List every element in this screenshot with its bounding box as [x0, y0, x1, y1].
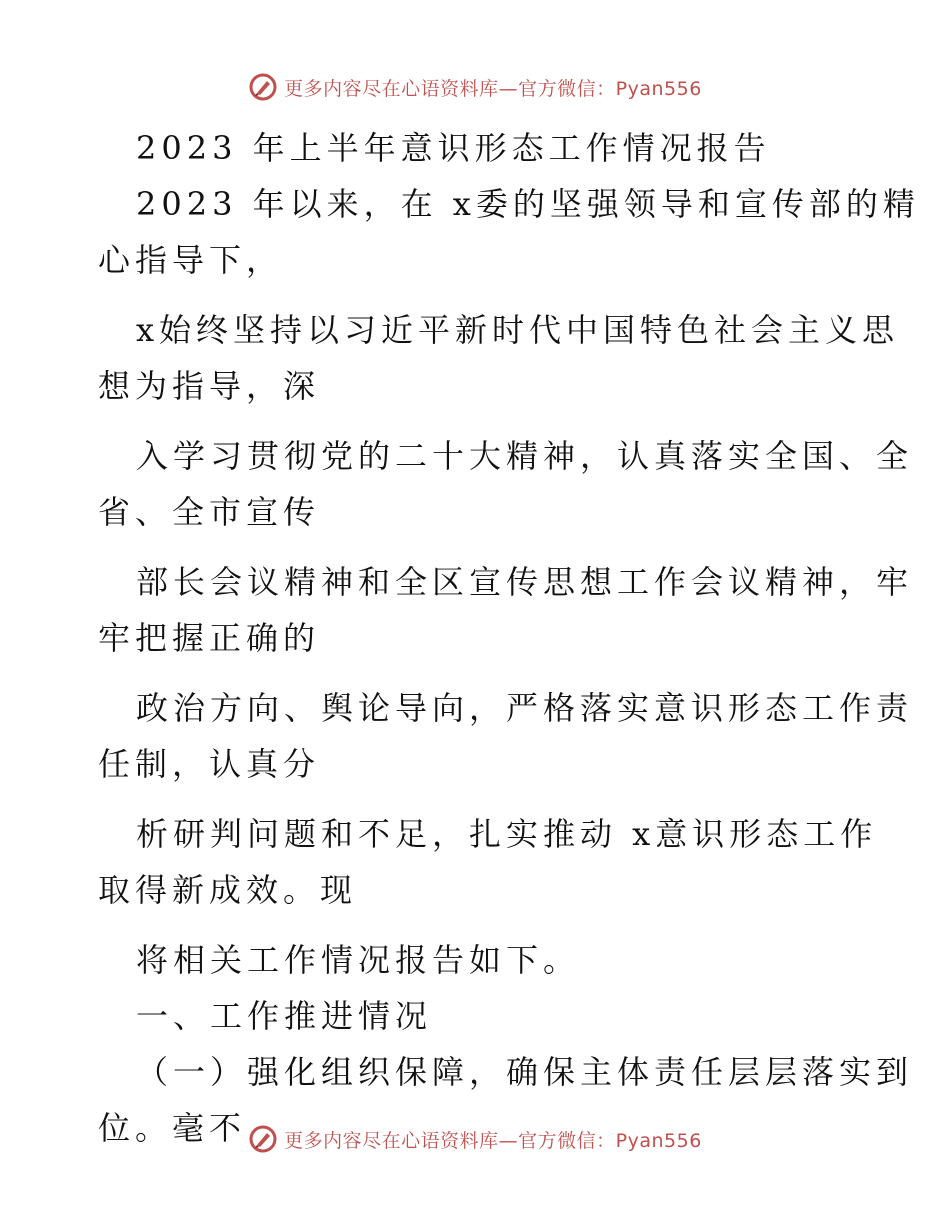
paragraph-line: 牢把握正确的 — [98, 619, 321, 657]
paragraph-line: 政治方向、舆论导向，严格落实意识形态工作责 — [136, 689, 914, 727]
paragraph-line: 部长会议精神和全区宣传思想工作会议精神，牢 — [136, 563, 914, 601]
watermark-banner-top — [0, 72, 950, 102]
paragraph-line: 入学习贯彻党的二十大精神，认真落实全国、全 — [136, 437, 914, 475]
paragraph-line: 想为指导，深 — [98, 367, 321, 405]
paragraph-line: 2023 年以来，在 x委的坚强领导和宣传部的精 — [136, 185, 920, 223]
paragraph-line: 省、全市宣传 — [98, 493, 321, 531]
fountain-pen-icon — [248, 72, 278, 102]
paragraph-line: 任制，认真分 — [98, 745, 321, 783]
fountain-pen-icon — [248, 1124, 278, 1154]
watermark-text: 更多内容尽在心语资料库—官方微信：Pyan556 — [284, 77, 702, 100]
watermark-text: 更多内容尽在心语资料库—官方微信：Pyan556 — [284, 1129, 702, 1152]
document-title: 2023 年上半年意识形态工作情况报告 — [136, 129, 771, 167]
document-body — [98, 120, 920, 1156]
paragraph-line: 位。毫不 — [98, 1109, 247, 1147]
section-heading: 一、工作推进情况 — [136, 997, 433, 1035]
watermark-banner-bottom — [0, 1124, 950, 1154]
paragraph-line: （一）强化组织保障，确保主体责任层层落实到 — [136, 1053, 914, 1091]
paragraph-line: x始终坚持以习近平新时代中国特色社会主义思 — [136, 311, 900, 349]
paragraph-line: 取得新成效。现 — [98, 871, 358, 909]
paragraph-line: 心指导下， — [98, 241, 284, 279]
paragraph-line: 析研判问题和不足，扎实推动 x意识形态工作 — [136, 815, 878, 853]
paragraph-line: 将相关工作情况报告如下。 — [136, 941, 581, 979]
